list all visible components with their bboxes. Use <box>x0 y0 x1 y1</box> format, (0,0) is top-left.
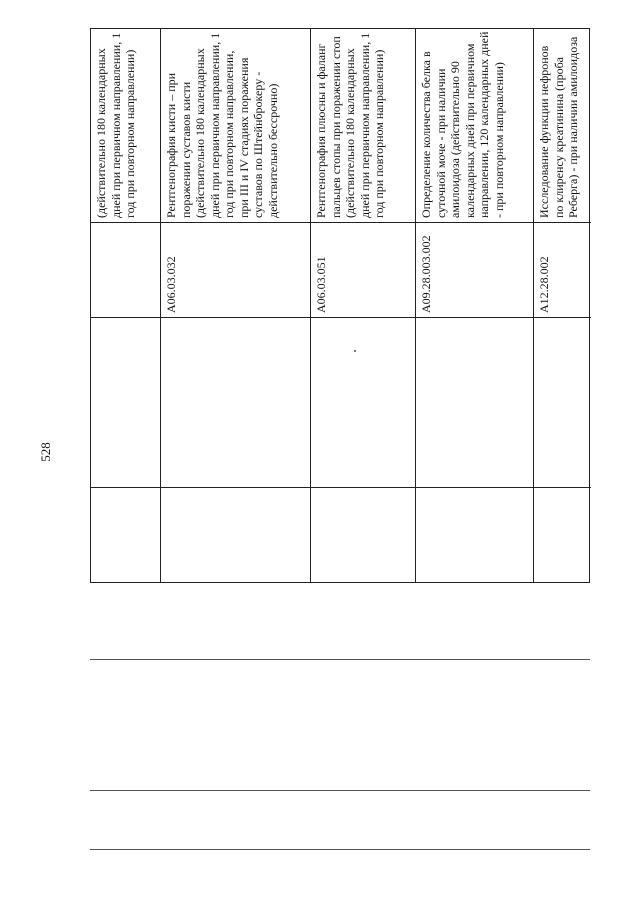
scan-speck <box>354 350 356 352</box>
table-rule <box>90 790 590 791</box>
table-cell <box>416 487 533 582</box>
service-description: Рентгенография плюсны и фаланг пальцев стопы при поражении стоп (действительно 180 календарных дней при первичном направлении, 1 год при повторном направлении) <box>314 32 386 218</box>
table-cell <box>311 317 415 487</box>
service-code: A06.03.032 <box>161 222 310 317</box>
table-rule <box>90 659 590 660</box>
page-number: 528 <box>38 442 53 462</box>
data-table <box>90 28 590 583</box>
table-cell <box>91 487 160 582</box>
service-description: Исследование функции нефронов по клиренсу креатинина (проба Реберга) - при наличии амилоидоза <box>537 36 580 218</box>
table-row <box>91 29 161 582</box>
table-cell <box>534 487 591 582</box>
service-code: A06.03.051 <box>311 222 415 317</box>
service-description: (действительно 180 календарных дней при первичном направлении, 1 год при повторном направлении) <box>94 32 137 218</box>
service-code: A09.28.003.002 <box>416 222 533 317</box>
table-cell <box>161 317 310 487</box>
table-cell <box>534 317 591 487</box>
service-description: Рентгенография кисти – при поражении суставов кисти (действительно 180 календарных дней при первичном направлении, 1 год при повторном направлении, при III и IV стадиях поражения суставов по Штейнброкеру - действительно бессрочно) <box>164 32 280 218</box>
table-cell <box>161 487 310 582</box>
table-row <box>534 29 591 582</box>
table-cell <box>311 487 415 582</box>
table-rule <box>90 849 590 850</box>
table-cell <box>91 317 160 487</box>
table-row <box>161 29 311 582</box>
table-row <box>416 29 534 582</box>
table-cell <box>416 317 533 487</box>
table-row <box>311 29 416 582</box>
service-code: A12.28.002 <box>534 222 591 317</box>
service-code <box>91 222 160 317</box>
service-description: Определение количества белка в суточной моче - при наличии амилоидоза (действительно 90 календарных дней при первичном направлении, 120 календарных дней - при повторном направлении) <box>419 31 506 218</box>
